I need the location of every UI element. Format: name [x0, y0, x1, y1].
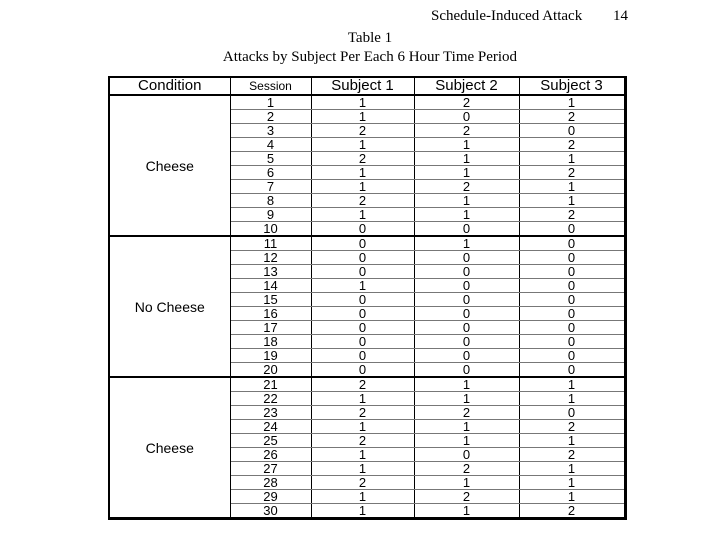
session-cell: 11	[230, 236, 311, 251]
subject-3-cell: 1	[519, 392, 625, 406]
subject-3-cell: 1	[519, 194, 625, 208]
subject-3-cell: 2	[519, 110, 625, 124]
subject-3-cell: 0	[519, 349, 625, 363]
session-cell: 23	[230, 406, 311, 420]
subject-1-cell: 2	[311, 434, 414, 448]
subject-1-cell: 2	[311, 377, 414, 392]
condition-cell: Cheese	[109, 377, 230, 519]
subject-3-cell: 0	[519, 265, 625, 279]
subject-1-cell: 1	[311, 448, 414, 462]
subject-2-cell: 0	[414, 363, 519, 378]
subject-3-cell: 1	[519, 490, 625, 504]
subject-1-cell: 0	[311, 349, 414, 363]
session-cell: 24	[230, 420, 311, 434]
subject-3-cell: 1	[519, 476, 625, 490]
table-row	[109, 95, 625, 110]
subject-1-cell: 1	[311, 420, 414, 434]
subject-3-cell: 2	[519, 448, 625, 462]
subject-1-cell: 0	[311, 307, 414, 321]
subject-3-cell: 0	[519, 222, 625, 237]
session-cell: 14	[230, 279, 311, 293]
subject-2-cell: 0	[414, 335, 519, 349]
session-cell: 22	[230, 392, 311, 406]
subject-1-cell: 2	[311, 406, 414, 420]
subject-3-cell: 0	[519, 251, 625, 265]
session-cell: 13	[230, 265, 311, 279]
subject-2-cell: 2	[414, 180, 519, 194]
subject-1-cell: 1	[311, 180, 414, 194]
column-header-session: Session	[230, 77, 311, 95]
subject-2-cell: 2	[414, 124, 519, 138]
subject-3-cell: 0	[519, 293, 625, 307]
session-cell: 26	[230, 448, 311, 462]
subject-2-cell: 2	[414, 462, 519, 476]
subject-1-cell: 0	[311, 363, 414, 378]
subject-3-cell: 2	[519, 208, 625, 222]
session-cell: 5	[230, 152, 311, 166]
page-number: 14	[613, 8, 628, 24]
subject-2-cell: 1	[414, 392, 519, 406]
subject-3-cell: 2	[519, 166, 625, 180]
session-cell: 1	[230, 95, 311, 110]
session-cell: 18	[230, 335, 311, 349]
subject-3-cell: 1	[519, 462, 625, 476]
subject-2-cell: 0	[414, 222, 519, 237]
subject-3-cell: 1	[519, 95, 625, 110]
subject-3-cell: 2	[519, 420, 625, 434]
subject-1-cell: 2	[311, 124, 414, 138]
session-cell: 25	[230, 434, 311, 448]
subject-2-cell: 0	[414, 307, 519, 321]
table-number-label: Table 1	[347, 30, 393, 46]
subject-2-cell: 1	[414, 236, 519, 251]
subject-3-cell: 0	[519, 279, 625, 293]
subject-2-cell: 2	[414, 406, 519, 420]
session-cell: 2	[230, 110, 311, 124]
attacks-table	[108, 76, 627, 520]
subject-1-cell: 1	[311, 392, 414, 406]
session-cell: 28	[230, 476, 311, 490]
session-cell: 7	[230, 180, 311, 194]
subject-2-cell: 0	[414, 349, 519, 363]
subject-1-cell: 0	[311, 251, 414, 265]
condition-cell: Cheese	[109, 95, 230, 236]
subject-2-cell: 1	[414, 152, 519, 166]
subject-3-cell: 1	[519, 180, 625, 194]
subject-3-cell: 0	[519, 335, 625, 349]
running-head	[431, 8, 628, 25]
running-head-title: Schedule-Induced Attack	[431, 8, 583, 24]
subject-1-cell: 1	[311, 504, 414, 519]
subject-2-cell: 1	[414, 138, 519, 152]
session-cell: 16	[230, 307, 311, 321]
session-cell: 27	[230, 462, 311, 476]
subject-1-cell: 1	[311, 138, 414, 152]
subject-3-cell: 0	[519, 307, 625, 321]
session-cell: 4	[230, 138, 311, 152]
subject-3-cell: 1	[519, 434, 625, 448]
subject-1-cell: 2	[311, 476, 414, 490]
subject-3-cell: 0	[519, 321, 625, 335]
subject-1-cell: 2	[311, 152, 414, 166]
subject-2-cell: 1	[414, 434, 519, 448]
column-header-subject-3: Subject 3	[519, 77, 625, 95]
table-row	[109, 236, 625, 251]
table-title: Attacks by Subject Per Each 6 Hour Time Period	[222, 49, 518, 65]
subject-2-cell: 0	[414, 279, 519, 293]
session-cell: 19	[230, 349, 311, 363]
subject-1-cell: 1	[311, 462, 414, 476]
session-cell: 17	[230, 321, 311, 335]
session-cell: 3	[230, 124, 311, 138]
subject-3-cell: 2	[519, 504, 625, 519]
subject-2-cell: 1	[414, 194, 519, 208]
subject-1-cell: 1	[311, 95, 414, 110]
subject-3-cell: 1	[519, 152, 625, 166]
subject-1-cell: 2	[311, 194, 414, 208]
subject-1-cell: 0	[311, 321, 414, 335]
subject-1-cell: 1	[311, 208, 414, 222]
session-cell: 10	[230, 222, 311, 237]
session-cell: 29	[230, 490, 311, 504]
condition-cell: No Cheese	[109, 236, 230, 377]
subject-2-cell: 1	[414, 377, 519, 392]
subject-2-cell: 1	[414, 208, 519, 222]
subject-2-cell: 0	[414, 110, 519, 124]
subject-3-cell: 2	[519, 138, 625, 152]
subject-2-cell: 0	[414, 265, 519, 279]
subject-3-cell: 0	[519, 236, 625, 251]
subject-3-cell: 0	[519, 124, 625, 138]
subject-2-cell: 1	[414, 166, 519, 180]
table-row	[109, 377, 625, 392]
subject-1-cell: 1	[311, 490, 414, 504]
subject-2-cell: 2	[414, 490, 519, 504]
subject-2-cell: 1	[414, 420, 519, 434]
subject-2-cell: 1	[414, 504, 519, 519]
subject-2-cell: 0	[414, 293, 519, 307]
session-cell: 12	[230, 251, 311, 265]
subject-2-cell: 1	[414, 476, 519, 490]
session-cell: 8	[230, 194, 311, 208]
subject-1-cell: 0	[311, 222, 414, 237]
column-header-condition: Condition	[109, 77, 230, 95]
subject-2-cell: 0	[414, 448, 519, 462]
subject-2-cell: 0	[414, 251, 519, 265]
subject-3-cell: 0	[519, 363, 625, 378]
column-header-subject-2: Subject 2	[414, 77, 519, 95]
subject-1-cell: 1	[311, 279, 414, 293]
session-cell: 15	[230, 293, 311, 307]
subject-2-cell: 2	[414, 95, 519, 110]
subject-2-cell: 0	[414, 321, 519, 335]
subject-3-cell: 0	[519, 406, 625, 420]
subject-1-cell: 0	[311, 293, 414, 307]
subject-1-cell: 0	[311, 335, 414, 349]
session-cell: 30	[230, 504, 311, 519]
subject-3-cell: 1	[519, 377, 625, 392]
table-header-row	[109, 77, 625, 95]
session-cell: 21	[230, 377, 311, 392]
column-header-subject-1: Subject 1	[311, 77, 414, 95]
subject-1-cell: 0	[311, 265, 414, 279]
subject-1-cell: 1	[311, 166, 414, 180]
session-cell: 9	[230, 208, 311, 222]
subject-1-cell: 0	[311, 236, 414, 251]
session-cell: 6	[230, 166, 311, 180]
session-cell: 20	[230, 363, 311, 378]
subject-1-cell: 1	[311, 110, 414, 124]
